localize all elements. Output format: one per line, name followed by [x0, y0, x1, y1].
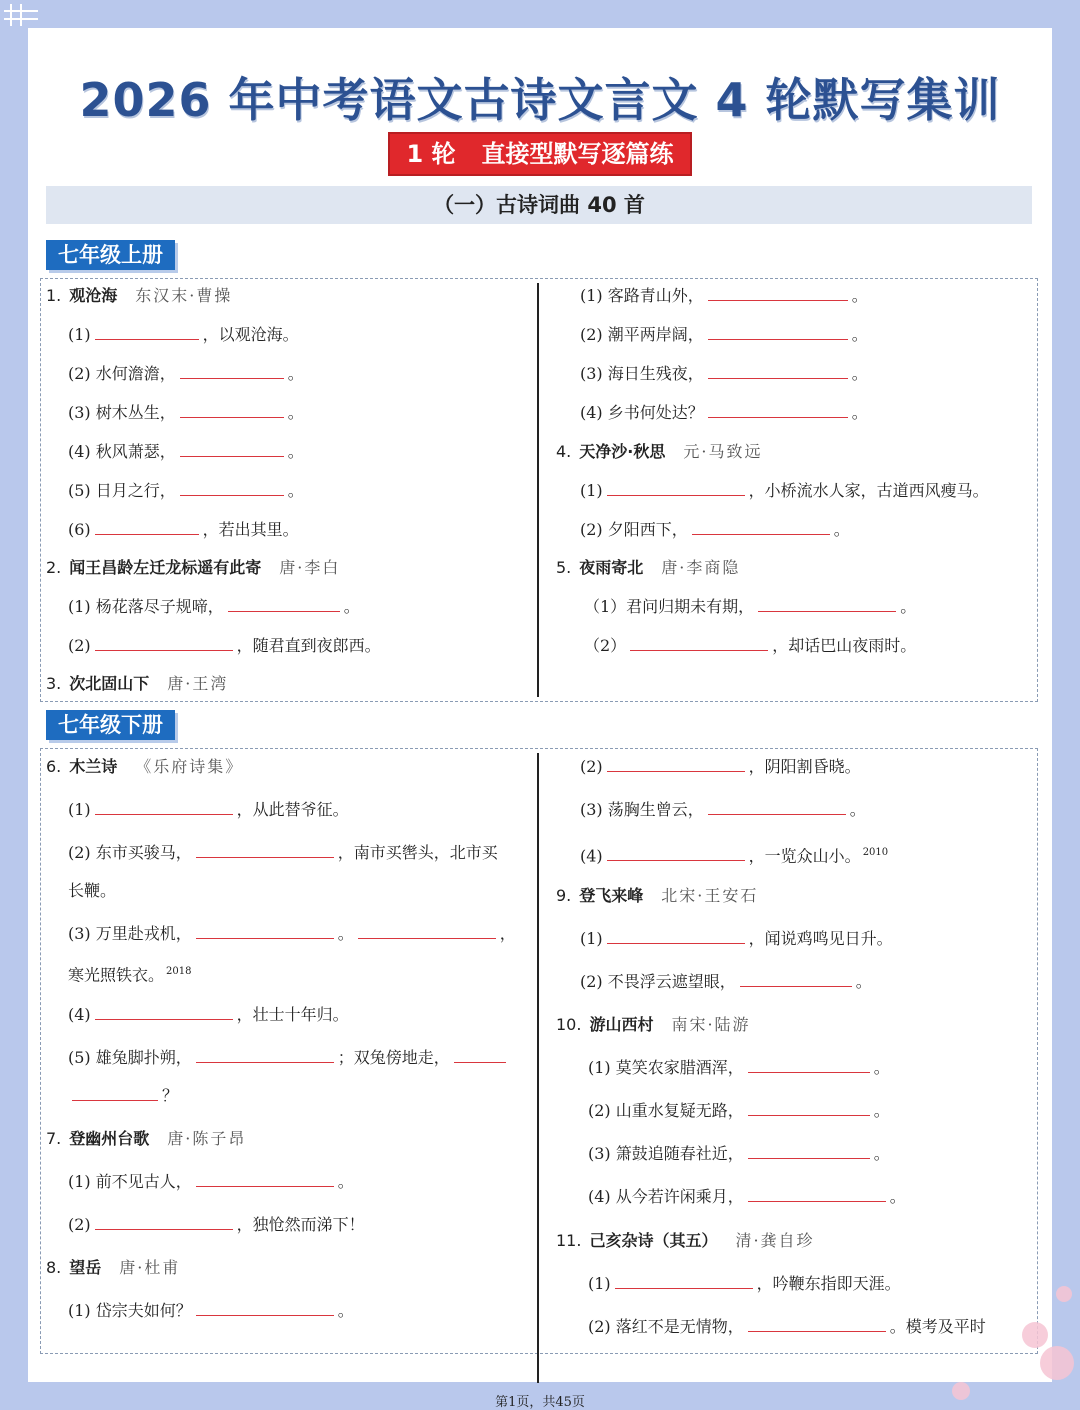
poem-heading	[46, 558, 340, 578]
poem-number: 9.	[556, 886, 572, 905]
exercise-suffix: ，独怆然而涕下！	[236, 1215, 365, 1234]
poem-number: 6.	[46, 757, 62, 776]
poem-number: 3.	[46, 674, 62, 693]
exercise-item	[68, 962, 191, 985]
poem-title: 天净沙·秋思	[579, 442, 666, 461]
exercise-suffix: 。	[873, 1101, 890, 1120]
exercise-item	[68, 520, 299, 540]
poem-author: 唐·李白	[279, 558, 341, 577]
answer-blank[interactable]	[196, 1301, 334, 1316]
exercise-prompt: (4) 从今若许闲乘月，	[588, 1187, 744, 1206]
hash-decoration	[4, 4, 38, 26]
exercise-suffix: ，随君直到夜郎西。	[236, 636, 381, 655]
exercise-suffix: ，闻说鸡鸣见日升。	[748, 929, 893, 948]
answer-blank[interactable]	[95, 325, 199, 340]
exercise-prompt: (1)	[68, 800, 91, 819]
exercise-item	[580, 481, 989, 501]
exercise-prompt: (4)	[68, 1005, 91, 1024]
grade-label-7a: 七年级上册	[46, 240, 175, 270]
answer-blank[interactable]	[748, 1317, 886, 1332]
exercise-prompt: (2) 潮平两岸阔，	[580, 325, 704, 344]
exercise-suffix: ，一览众山小。	[748, 846, 861, 866]
poem-title: 登幽州台歌	[69, 1129, 150, 1148]
poem-heading	[46, 674, 228, 694]
exercise-item	[580, 757, 861, 777]
exercise-prompt: (1) 客路青山外，	[580, 286, 704, 305]
answer-blank[interactable]	[607, 846, 745, 861]
answer-blank[interactable]	[708, 800, 846, 815]
exercise-prompt: (1) 岱宗夫如何？	[68, 1301, 192, 1320]
poem-number: 1.	[46, 286, 62, 305]
poem-number: 7.	[46, 1129, 62, 1148]
poem-title: 登飞来峰	[579, 886, 644, 905]
exercise-suffix: ，南市买辔头，北市买	[337, 843, 498, 862]
blossom-decoration	[952, 1382, 970, 1400]
exercise-suffix: 。	[337, 924, 354, 943]
poem-author: 唐·陈子昂	[167, 1129, 247, 1148]
poem-title: 观沧海	[69, 286, 118, 305]
exercise-suffix: 。	[900, 597, 917, 616]
exercise-prompt: (4)	[580, 846, 603, 866]
exercise-suffix: ，从此替爷征。	[236, 800, 349, 819]
poem-title: 闻王昌龄左迁龙标遥有此寄	[69, 558, 262, 577]
exercise-prompt: (1)	[580, 929, 603, 948]
exercise-suffix: 。模考及平时	[889, 1317, 986, 1336]
poem-author: 东汉末·曹操	[135, 286, 233, 305]
answer-blank[interactable]	[196, 1172, 334, 1187]
exercise-suffix: 。	[855, 972, 872, 991]
exercise-item	[580, 403, 868, 423]
poem-title: 望岳	[69, 1258, 102, 1277]
exercise-suffix: 。	[337, 1301, 354, 1320]
poem-heading	[46, 1129, 246, 1149]
exercise-suffix: 。	[287, 403, 304, 422]
exercise-item	[588, 1317, 986, 1337]
exercise-item	[588, 1187, 906, 1207]
grade-label-7b: 七年级下册	[46, 710, 175, 740]
poem-heading	[556, 442, 762, 462]
exercise-item	[68, 364, 304, 384]
exercise-prompt: (3) 海日生残夜，	[580, 364, 704, 383]
answer-blank[interactable]	[748, 1101, 870, 1116]
exercise-item	[584, 597, 916, 617]
poem-author: 唐·李商隐	[661, 558, 741, 577]
answer-blank[interactable]	[196, 924, 334, 939]
poem-title: 游山西村	[589, 1015, 654, 1034]
exercise-item	[68, 800, 349, 820]
answer-blank[interactable]	[758, 597, 896, 612]
poem-author: 唐·杜甫	[119, 1258, 181, 1277]
exercise-item	[588, 1274, 901, 1294]
exercise-prompt: (2)	[68, 636, 91, 655]
exercise-prompt: (2) 水何澹澹，	[68, 364, 176, 383]
exercise-item	[580, 800, 866, 820]
exercise-item	[588, 1058, 890, 1078]
exercise-prompt: (2) 东市买骏马，	[68, 843, 192, 862]
exercise-suffix: 。	[889, 1187, 906, 1206]
exercise-suffix: ，却话巴山夜雨时。	[772, 636, 917, 655]
exercise-suffix: ，阴阳割昏晓。	[748, 757, 861, 776]
column-divider	[537, 283, 539, 697]
exercise-prompt: （2）	[584, 636, 627, 655]
poem-author: 《乐府诗集》	[135, 757, 244, 776]
exercise-prompt: 长鞭。	[68, 881, 117, 900]
exercise-item	[68, 1215, 365, 1235]
exercise-prompt: (5) 日月之行，	[68, 481, 176, 500]
exercise-item	[68, 442, 304, 462]
exercise-item	[580, 929, 893, 949]
answer-blank[interactable]	[454, 1048, 506, 1063]
poem-author: 北宋·王安石	[661, 886, 759, 905]
exercise-suffix: 。	[287, 364, 304, 383]
poem-heading	[556, 1015, 751, 1035]
exercise-suffix: ，吟鞭东指即天涯。	[756, 1274, 901, 1293]
answer-blank[interactable]	[180, 364, 284, 379]
page-footer: 第1页，共45页	[495, 1395, 585, 1410]
answer-blank[interactable]	[180, 481, 284, 496]
blossom-decoration	[1040, 1346, 1074, 1380]
exercise-item	[68, 481, 304, 501]
exercise-prompt: (3) 万里赴戎机，	[68, 924, 192, 943]
answer-blank[interactable]	[607, 929, 745, 944]
poem-author: 唐·王湾	[167, 674, 229, 693]
answer-blank[interactable]	[615, 1274, 753, 1289]
exercise-item	[68, 597, 360, 617]
exercise-prompt: (5) 雄兔脚扑朔，	[68, 1048, 192, 1067]
answer-blank[interactable]	[95, 1215, 233, 1230]
worksheet-page	[28, 28, 1052, 1410]
exercise-prompt: (3) 荡胸生曾云，	[580, 800, 704, 819]
exercise-item	[68, 924, 516, 944]
page-title: 2026 年中考语文古诗文言文 4 轮默写集训	[79, 73, 1001, 127]
exercise-suffix: ，若出其里。	[202, 520, 299, 539]
exercise-suffix: 。	[287, 481, 304, 500]
exercise-suffix: ，小桥流水人家，古道西风瘦马。	[748, 481, 989, 500]
exercise-suffix: 。	[287, 442, 304, 461]
exercise-suffix: 。	[343, 597, 360, 616]
exercise-prompt: (3) 箫鼓追随春社近，	[588, 1144, 744, 1163]
exercise-suffix: 。	[873, 1144, 890, 1163]
exercise-prompt: (2) 夕阳西下，	[580, 520, 688, 539]
answer-blank[interactable]	[72, 1086, 158, 1101]
exercise-suffix: ；双兔傍地走，	[337, 1048, 450, 1067]
exercise-suffix: 。	[851, 403, 868, 422]
poem-heading	[556, 558, 740, 578]
exercise-suffix: ？	[162, 1086, 179, 1105]
poem-heading	[556, 1231, 815, 1251]
answer-blank[interactable]	[228, 597, 340, 612]
poem-author: 清·龚自珍	[735, 1231, 815, 1250]
exercise-item	[68, 1172, 354, 1192]
answer-blank[interactable]	[180, 442, 284, 457]
section-heading: （一）古诗词曲 40 首	[46, 186, 1032, 224]
exercise-item	[68, 881, 116, 901]
answer-blank[interactable]	[748, 1144, 870, 1159]
exercise-item	[68, 1005, 349, 1025]
exam-year-note: 2010	[862, 847, 889, 858]
answer-blank[interactable]	[607, 757, 745, 772]
round-banner	[388, 132, 692, 176]
answer-blank[interactable]	[95, 1005, 233, 1020]
exercise-prompt: (2) 山重水复疑无路，	[588, 1101, 744, 1120]
answer-blank[interactable]	[180, 403, 284, 418]
answer-blank[interactable]	[692, 520, 830, 535]
answer-blank[interactable]	[708, 325, 848, 340]
exercise-prompt: (1) 莫笑农家腊酒浑，	[588, 1058, 744, 1077]
exercise-item	[580, 843, 888, 866]
round-description: 直接型默写逐篇练	[481, 140, 674, 168]
exercise-item	[68, 403, 304, 423]
exercise-item	[68, 636, 381, 656]
exercise-suffix: 。	[851, 364, 868, 383]
exercise-prompt: (1)	[68, 325, 91, 344]
answer-blank[interactable]	[748, 1058, 870, 1073]
poem-author: 元·马致远	[683, 442, 763, 461]
exercise-item	[584, 636, 916, 656]
poem-number: 4.	[556, 442, 572, 461]
exercise-prompt: (2) 落红不是无情物，	[588, 1317, 744, 1336]
answer-blank[interactable]	[740, 972, 852, 987]
blossom-decoration	[1022, 1322, 1048, 1348]
answer-blank[interactable]	[95, 520, 199, 535]
exercise-prompt: (4) 秋风萧瑟，	[68, 442, 176, 461]
exercise-prompt: (1) 前不见古人，	[68, 1172, 192, 1191]
exercise-item	[580, 520, 850, 540]
exercise-suffix: ，壮士十年归。	[236, 1005, 349, 1024]
poem-number: 10.	[556, 1015, 582, 1034]
exercise-prompt: (2)	[68, 1215, 91, 1234]
poem-heading	[46, 757, 243, 777]
exercise-prompt: (2) 不畏浮云遮望眼，	[580, 972, 736, 991]
exercise-suffix: 。	[851, 286, 868, 305]
answer-blank[interactable]	[95, 800, 233, 815]
exercise-item	[580, 972, 872, 992]
exercise-prompt: (3) 树木丛生，	[68, 403, 176, 422]
answer-blank[interactable]	[95, 636, 233, 651]
exercise-suffix: 。	[851, 325, 868, 344]
exercise-item	[580, 364, 868, 384]
exercise-item	[580, 325, 868, 345]
poem-heading	[556, 886, 758, 906]
exercise-item	[68, 843, 498, 863]
exercise-item	[68, 1048, 510, 1068]
poem-number: 8.	[46, 1258, 62, 1277]
exercise-suffix: ，以观沧海。	[202, 325, 299, 344]
poem-number: 2.	[46, 558, 62, 577]
exercise-prompt: 寒光照铁衣。	[68, 965, 165, 985]
answer-blank[interactable]	[196, 1048, 334, 1063]
poem-number: 5.	[556, 558, 572, 577]
answer-blank[interactable]	[708, 403, 848, 418]
exercise-prompt: (6)	[68, 520, 91, 539]
round-label: 1 轮	[406, 140, 456, 168]
exercise-suffix: 。	[833, 520, 850, 539]
exercise-item	[588, 1144, 890, 1164]
poem-heading	[46, 1258, 180, 1278]
poem-title: 己亥杂诗（其五）	[589, 1231, 718, 1250]
exercise-item	[588, 1101, 890, 1121]
answer-blank[interactable]	[708, 364, 848, 379]
blossom-decoration	[1056, 1286, 1072, 1302]
exercise-suffix: 。	[873, 1058, 890, 1077]
poem-title: 次北固山下	[69, 674, 150, 693]
exercise-item	[68, 1301, 354, 1321]
exercise-item	[68, 1086, 178, 1106]
answer-blank[interactable]	[196, 843, 334, 858]
exercise-prompt: (2)	[580, 757, 603, 776]
exercise-suffix: ，	[499, 924, 516, 943]
answer-blank[interactable]	[748, 1187, 886, 1202]
exercise-prompt: (4) 乡书何处达？	[580, 403, 704, 422]
poem-title: 木兰诗	[69, 757, 118, 776]
poem-number: 11.	[556, 1231, 582, 1250]
answer-blank[interactable]	[358, 924, 496, 939]
exercise-item	[68, 325, 299, 345]
exercise-prompt: (1) 杨花落尽子规啼，	[68, 597, 224, 616]
exam-year-note: 2018	[166, 966, 192, 977]
poem-heading	[46, 286, 232, 306]
column-divider	[537, 753, 539, 1383]
answer-blank[interactable]	[708, 286, 848, 301]
answer-blank[interactable]	[607, 481, 745, 496]
poem-author: 南宋·陆游	[671, 1015, 751, 1034]
exercise-item	[580, 286, 868, 306]
exercise-prompt: （1）君问归期未有期，	[584, 597, 755, 616]
exercise-prompt: (1)	[588, 1274, 611, 1293]
poem-title: 夜雨寄北	[579, 558, 644, 577]
answer-blank[interactable]	[630, 636, 768, 651]
exercise-suffix: 。	[337, 1172, 354, 1191]
exercise-prompt: (1)	[580, 481, 603, 500]
exercise-suffix: 。	[849, 800, 866, 819]
